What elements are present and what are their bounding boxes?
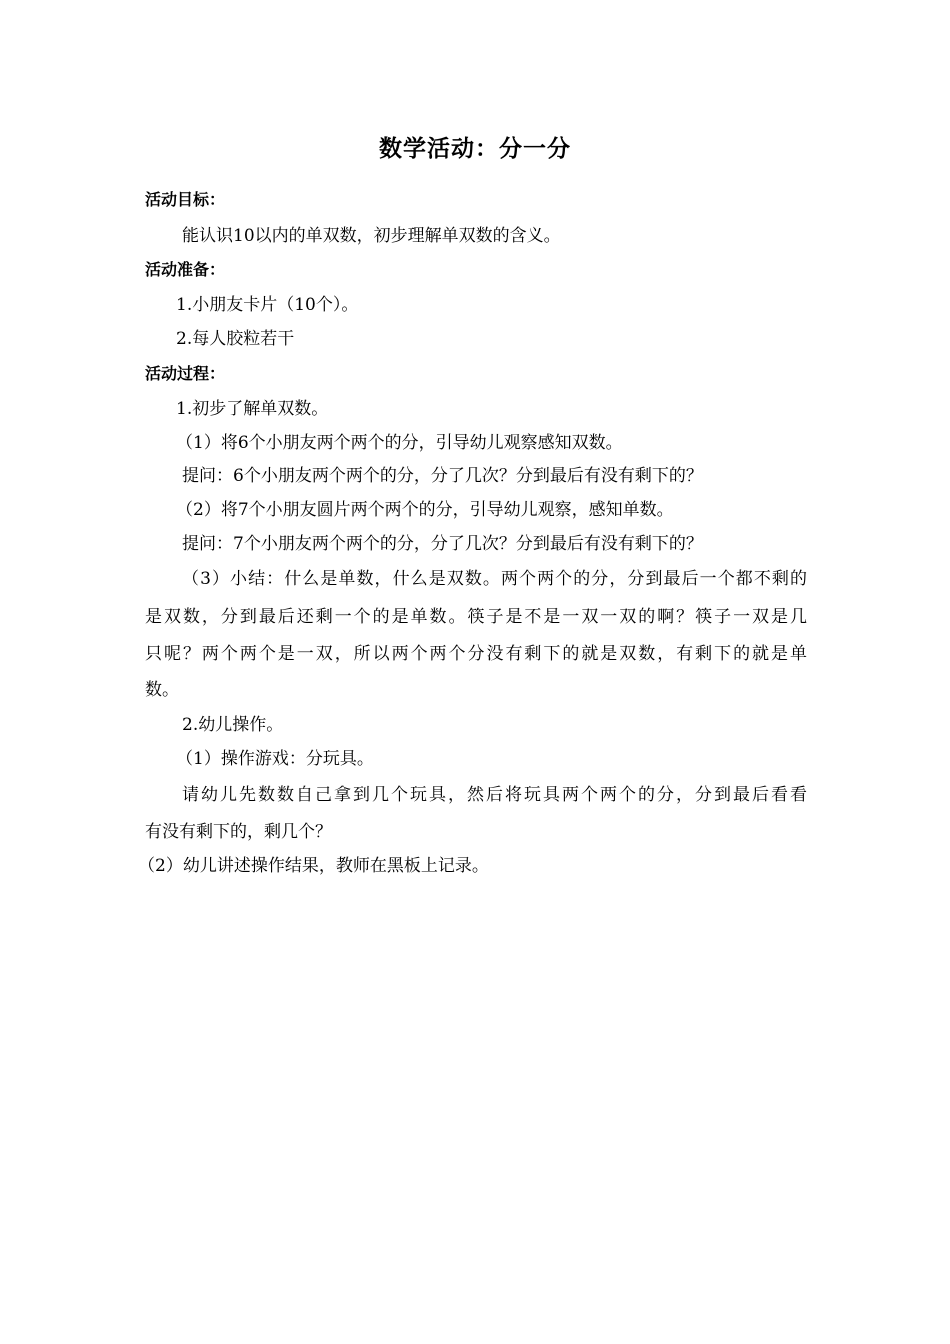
process-line: （3）小结：什么是单数，什么是双数。两个两个的分，分到最后一个都不剩的 (182, 569, 807, 589)
process-line: 请幼儿先数数自己拿到几个玩具，然后将玩具两个两个的分，分到最后看看 (182, 785, 807, 805)
process-heading: 活动过程： (145, 364, 226, 383)
process-line: （1）将6个小朋友两个两个的分，引导幼儿观察感知双数。 (176, 433, 623, 453)
process-line: 是双数，分到最后还剩一个的是单数。筷子是不是一双一双的啊？筷子一双是几 (145, 607, 807, 627)
process-line: 提问：6个小朋友两个两个的分，分了几次？分到最后有没有剩下的？ (182, 466, 703, 486)
goal-text: 能认识10以内的单双数，初步理解单双数的含义。 (182, 226, 561, 246)
document-title: 数学活动：分一分 (379, 136, 571, 162)
goal-heading: 活动目标： (145, 190, 226, 209)
process-line: 只呢？两个两个是一双，所以两个两个分没有剩下的就是双数，有剩下的就是单 (145, 644, 807, 664)
process-line: 数。 (145, 680, 179, 700)
process-step: 2.幼儿操作。 (182, 715, 284, 735)
prep-heading: 活动准备： (145, 260, 226, 279)
process-line: （2）将7个小朋友圆片两个两个的分，引导幼儿观察，感知单数。 (176, 500, 674, 520)
process-line: 有没有剩下的，剩几个？ (145, 822, 332, 842)
process-line: （2）幼儿讲述操作结果，教师在黑板上记录。 (138, 856, 489, 876)
process-line: 提问：7个小朋友两个两个的分，分了几次？分到最后有没有剩下的？ (182, 534, 703, 554)
process-line: （1）操作游戏：分玩具。 (176, 749, 374, 769)
process-step: 1.初步了解单双数。 (176, 399, 329, 419)
prep-item: 1.小朋友卡片（10个）。 (176, 295, 359, 315)
prep-item: 2.每人胶粒若干 (176, 329, 295, 349)
